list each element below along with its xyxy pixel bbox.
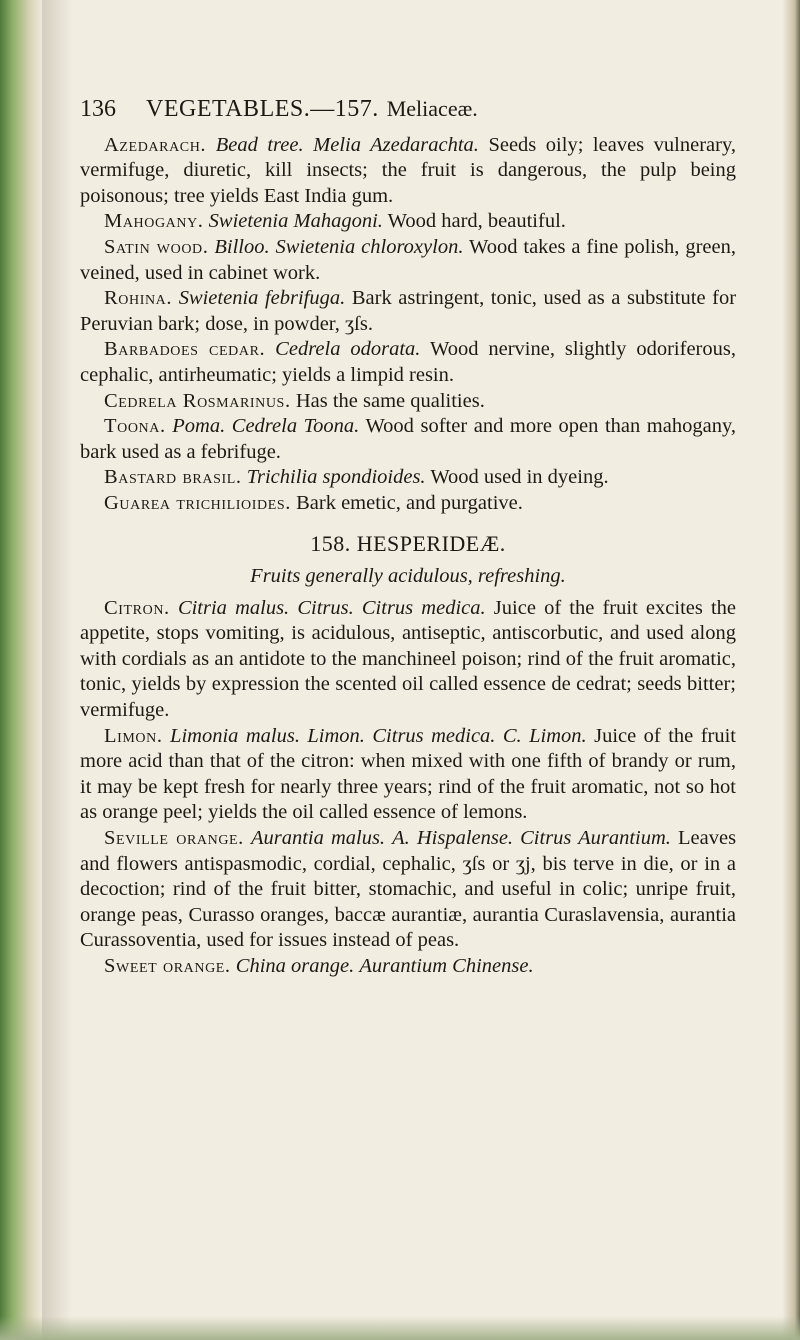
entry-description: Juice of the fruit excites the appetite, stops vomiting, is acidulous, antiseptic, antiscorbutic, and used along with cordials as an antidote to the manchineel poison; rind of the fruit aromatic, tonic, yields by expression the scented oil called essence de cedrat; seeds bitter; vermifuge.: [80, 596, 737, 722]
entry-name: Citron.: [104, 596, 170, 619]
entry: [80, 724, 736, 826]
entry-common-name: Bead tree.: [215, 133, 304, 156]
entry-latin-name: Aurantium Chinense.: [359, 955, 534, 977]
entry-description: Seeds oily; leaves vulnerary, vermifuge, diuretic, kill insects; the fruit is dangerous, the pulp being poisonous; tree yields East India gum.: [80, 133, 737, 207]
book-spine-edge: [0, 0, 42, 1340]
entry-latin-name: Cedrela Toona.: [231, 415, 360, 438]
running-header: [80, 96, 736, 123]
entry-description: Bark emetic, and purgative.: [296, 491, 523, 514]
entry-latin-name: Citrus. Citrus medica.: [297, 596, 486, 619]
entry-latin-name: Swietenia febrifuga.: [178, 287, 346, 310]
entry: [80, 389, 736, 415]
entry-common-name: Billoo.: [214, 235, 270, 258]
entry-latin-name: A. Hispalense. Citrus Aurantium.: [392, 827, 671, 850]
entry-name: Satin wood.: [104, 235, 209, 258]
entry: [80, 337, 736, 388]
entry: [80, 286, 736, 337]
entry: [80, 209, 736, 235]
entry-description: Bark astringent, tonic, used as a substitute for Peruvian bark; dose, in powder, ʒſs.: [80, 287, 737, 335]
entry-latin-name: Trichilia spondioides.: [246, 466, 426, 489]
entry-description: Wood takes a fine polish, green, veined, used in cabinet work.: [80, 235, 736, 284]
page-bottom-edge: [0, 1316, 800, 1340]
entry: [80, 826, 736, 954]
entry-common-name: Citria malus.: [177, 596, 290, 619]
entry: [80, 954, 736, 980]
entry-description: Has the same qualities.: [295, 389, 485, 412]
entry-name: Limon.: [104, 724, 163, 747]
entry-latin-name: Cedrela odorata.: [275, 338, 421, 361]
entry-name: Cedrela Rosmarinus.: [104, 389, 291, 412]
running-title: VEGETABLES.—157.: [146, 96, 379, 122]
entry-latin-name: Swietenia chloroxylon.: [275, 235, 464, 258]
entries-hesperideae: [80, 596, 736, 980]
entry: [80, 235, 736, 286]
entry-latin-name: Swietenia Mahagoni.: [208, 210, 383, 233]
entry-name: Azedarach.: [104, 133, 207, 156]
entry-name: Rohina.: [104, 287, 173, 310]
gutter-shadow: [42, 0, 72, 1340]
entry-latin-name: Melia Azedarachta.: [313, 133, 479, 156]
book-page: [80, 96, 736, 980]
entry-common-name: China orange.: [235, 955, 355, 977]
entry-name: Toona.: [104, 415, 166, 438]
entry-name: Bastard brasil.: [104, 466, 242, 489]
entry-description: Leaves and flowers antispasmodic, cordial, cephalic, ʒſs or ʒj, bis terve in die, or in a decoction; rind of the fruit bitter, stomachic, and useful in colic; unripe fruit, orange peas, Curasso oranges, baccæ aurantiæ, aurantia Curaslavensia, aurantia Curassoventia, used for issues instead of peas.: [80, 827, 737, 952]
entry-latin-name: Limon. Citrus medica. C. Limon.: [307, 724, 587, 747]
section-subtitle: Fruits generally acidulous, refreshing.: [250, 565, 566, 588]
section-title: 158. HESPERIDEÆ.: [310, 530, 506, 556]
entry-common-name: Poma.: [172, 415, 226, 438]
entry: [80, 491, 736, 517]
entry-name: Barbadoes cedar.: [104, 338, 266, 361]
family-name: Meliaceæ.: [386, 96, 478, 121]
entry-name: Guarea trichilioides.: [104, 491, 291, 514]
entries-meliaceae: [80, 133, 736, 517]
entry-name: Mahogany.: [104, 210, 204, 233]
entry-common-name: Aurantia malus.: [250, 827, 386, 850]
entry-description: Wood nervine, slightly odoriferous, cephalic, antirheumatic; yields a limpid resin.: [80, 338, 736, 386]
entry-description: Juice of the fruit more acid than that of the citron: when mixed with one fifth of brandy or rum, it may be kept fresh for nearly three years; rind of the fruit aromatic, not so hot as orange peel; yields the oil called essence of lemons.: [80, 724, 736, 824]
entry-description: Wood used in dyeing.: [430, 466, 609, 489]
page-number: 136: [80, 96, 116, 122]
entry-common-name: Limonia malus.: [170, 724, 300, 747]
entry-description: Wood hard, beautiful.: [387, 210, 566, 233]
entry: [80, 596, 736, 724]
entry-name: Sweet orange.: [104, 955, 231, 977]
entry-name: Seville orange.: [104, 827, 244, 850]
entry: [80, 414, 736, 465]
entry: [80, 133, 736, 210]
page-right-edge: [782, 0, 800, 1340]
entry-description: Wood softer and more open than mahogany, bark used as a febrifuge.: [80, 415, 736, 463]
entry: [80, 465, 736, 491]
